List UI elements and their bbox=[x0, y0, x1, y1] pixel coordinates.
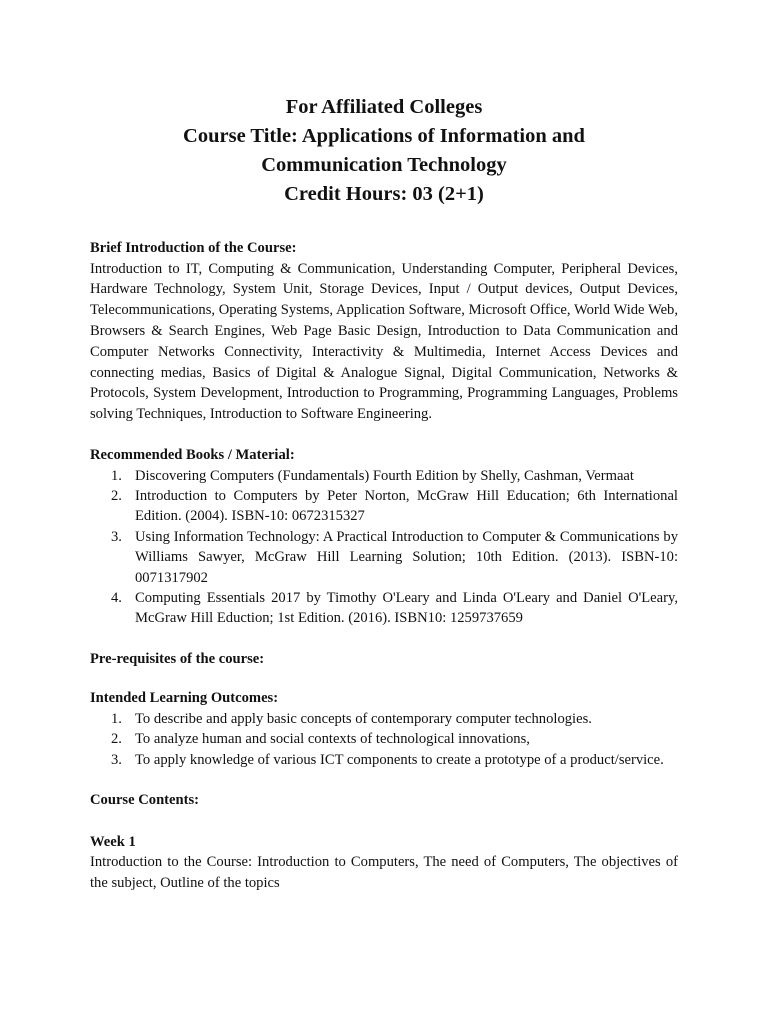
list-item-text: To describe and apply basic concepts of contemporary computer technologies. bbox=[135, 711, 592, 727]
title-line-credit-hours: Credit Hours: 03 (2+1) bbox=[284, 183, 484, 205]
list-number: 3. bbox=[111, 751, 122, 768]
list-item bbox=[90, 466, 678, 486]
list-item bbox=[90, 729, 678, 749]
list-item-text: Discovering Computers (Fundamentals) Fourth Edition by Shelly, Cashman, Vermaat bbox=[135, 467, 634, 484]
books-list bbox=[90, 466, 678, 629]
course-contents-heading: Course Contents: bbox=[90, 792, 200, 809]
list-item bbox=[90, 486, 678, 527]
list-item bbox=[90, 750, 678, 770]
list-item bbox=[90, 588, 678, 629]
title-line-colleges: For Affiliated Colleges bbox=[285, 96, 483, 118]
list-item bbox=[90, 709, 678, 729]
list-number: 4. bbox=[111, 590, 122, 606]
list-item-text: Computing Essentials 2017 by Timothy O'Leary and Linda O'Leary and Daniel O'Leary, McGraw Hill Eduction; 1st Edition. (2016). ISBN10: 1259737659 bbox=[135, 590, 678, 627]
list-number: 2. bbox=[111, 487, 122, 504]
title-line-course-title-cont: Communication Technology bbox=[261, 154, 507, 176]
list-number: 1. bbox=[111, 711, 122, 727]
learning-outcomes-heading: Intended Learning Outcomes: bbox=[90, 690, 279, 707]
list-item-text: To analyze human and social contexts of technological innovations, bbox=[135, 731, 530, 748]
list-number: 1. bbox=[111, 467, 122, 484]
list-item-text: To apply knowledge of various ICT components to create a prototype of a product/service. bbox=[135, 751, 664, 768]
list-item-text: Introduction to Computers by Peter Norton, McGraw Hill Education; 6th International Edition. (2004). ISBN-10: 0672315327 bbox=[135, 487, 678, 525]
list-item bbox=[90, 527, 678, 588]
document-title bbox=[90, 93, 678, 209]
list-item-text: Using Information Technology: A Practical Introduction to Computer & Communications by Williams Sawyer, McGraw Hill Learning Solution; 10th Edition. (2013). ISBN-10: 0071317902 bbox=[135, 528, 678, 586]
learning-outcomes-list bbox=[90, 709, 678, 770]
list-number: 3. bbox=[111, 528, 122, 545]
intro-heading: Brief Introduction of the Course: bbox=[90, 240, 297, 256]
week-1-paragraph: Introduction to the Course: Introduction to Computers, The need of Computers, The objectives of the subject, Outline of the topics bbox=[90, 854, 678, 892]
title-line-course-title: Course Title: Applications of Information and bbox=[183, 125, 585, 147]
week-1-heading: Week 1 bbox=[90, 833, 136, 850]
list-number: 2. bbox=[111, 731, 122, 748]
books-heading: Recommended Books / Material: bbox=[90, 446, 295, 463]
intro-paragraph: Introduction to IT, Computing & Communication, Understanding Computer, Peripheral Devices, Hardware Technology, System Unit, Storage Devices, Input / Output devices, Output Devices, Telecommunications, Operating Systems, Application Software, Microsoft Office, World Wide Web, Browsers & Search Engines, Web Page Basic Design, Introduction to Data Communication and Computer Networks Connectivity, Interactivity & Multimedia, Internet Access Devices and connecting medias, Basics of Digital & Analogue Signal, Digital Communication, Networks & Protocols, System Development, Introduction to Programming, Programming Languages, Problems solving Techniques, Introduction to Software Engineering. bbox=[90, 260, 678, 423]
prerequisites-heading: Pre-requisites of the course: bbox=[90, 650, 265, 667]
